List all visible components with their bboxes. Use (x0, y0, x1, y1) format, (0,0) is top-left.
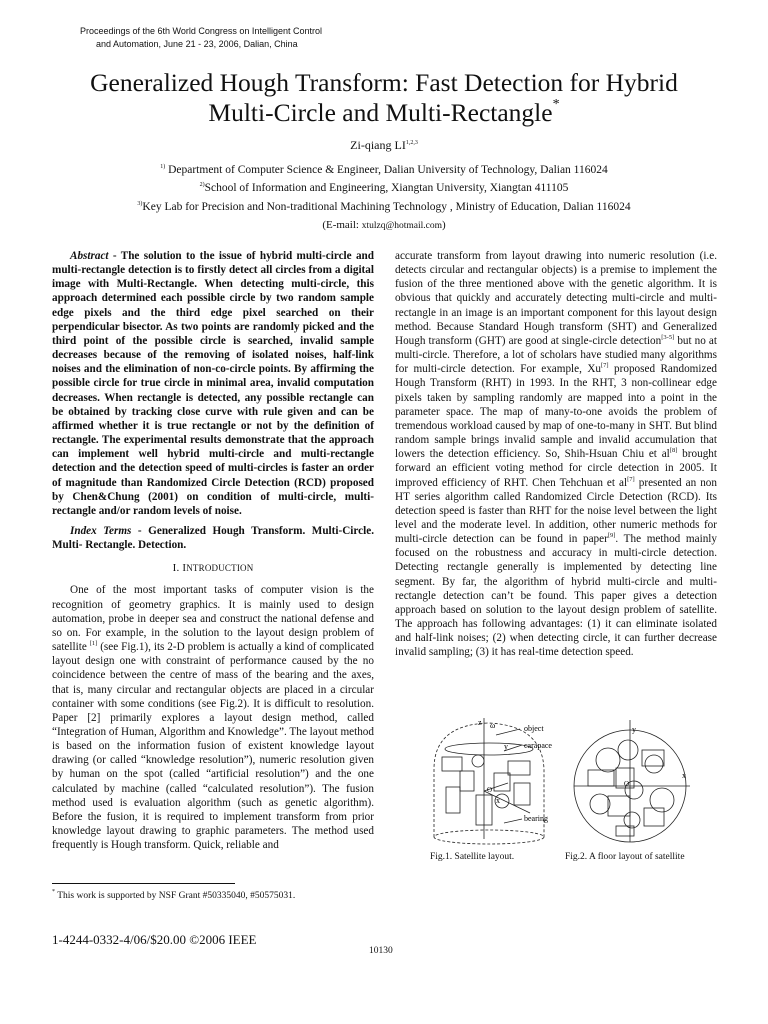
affiliation-1-mark: 1) (160, 164, 166, 170)
figure-1-caption: Fig.1. Satellite layout. (430, 852, 515, 862)
isbn-copyright: 1-4244-0332-4/06/$20.00 ©2006 IEEE (52, 932, 257, 947)
footnote-divider (52, 883, 235, 884)
fig1-label-z: z (478, 718, 482, 727)
right-column (395, 249, 717, 660)
ref-8: [8] (669, 447, 678, 455)
footnote (52, 889, 295, 901)
right-text-3: proposed Randomized Hough Transform (RHT) in 1993. In the RHT, 3 non-collinear edge pixels taken by sampling randomly are mapped into a point in the parameter space. The map of many-to-one avoids the problem of tremendous workload caused by map of one-to-many in SHT. But blind random sample brings invalid sample and invalid accumulation that lowers the detection efficiency. So, Shih-Hsuan Chiu et al (395, 363, 717, 461)
abstract-text: - The solution to the issue of hybrid multi-circle and multi-rectangle detection is to firstly detect all circles from a digital image with Multi-Rectangle. When detecting multi-circle, this approach determined each possible circle by two random sample edge pixels and the third edge pixel searched on their perpendicular bisector. As two points are randomly picked and the third point of the possible circle is searched, invalid sample decreases because of the removing of isolated noises, half-link noises and the elimination of non-co-circle points. By affirming the possible circle for true circle in minimal area, invalid computation decreases. When rectangle is detected, any possible rectangle can be obtained by tracking close curve with rule given and can be affirmed whether it is true rectangle or not by the definition of rectangle. The experimental results demonstrate that the approach can implement well hybrid multi-circle and multi-rectangle detection and the detection speed of multi-circles is faster an order of magnitude than Randomized Circle Detection (RCD) proposed by Chen&Chung (2001) on condition of multi-circle, multi-rectangle and/or random levels of noise. (52, 250, 374, 517)
affiliation-1 (0, 164, 768, 176)
figure-2-caption: Fig.2. A floor layout of satellite (565, 852, 685, 862)
ref-3-5: [3-5] (661, 333, 675, 341)
ref-7a: [7] (601, 362, 609, 370)
affiliation-2-text: School of Information and Engineering, Xiangtan University, Xiangtan 411105 (204, 182, 569, 194)
abstract-label: Abstract (70, 250, 109, 262)
ref-7b: [7] (627, 475, 635, 483)
figure-1-satellite-layout (420, 717, 560, 845)
right-text-2: but no at multi-circle. Therefore, a lot of scholars have studied many algorithms for multi-circle detection. For example, Xu (395, 334, 717, 376)
fig1-label-x: x (496, 796, 500, 805)
right-text-6: . The method mainly focused on the robustness and accuracy in multi-circle detection. Detecting rectangle generally is implemented by detecting line segment. By far, the algorithm of hybrid multi-circle and multi-rectangle detection can’t be found. This paper gives a detection approach based on solution to the layout design problem of satellite. The approach has following advantages: (1) it can eliminate isolated and half-link noises; (2) when detecting circle, it can further decrease invalid sampling; (3) it has real-time detection speed. (395, 533, 717, 659)
affiliation-3-mark: 3) (137, 201, 143, 207)
fig1-label-o: O (487, 786, 493, 794)
left-column (52, 249, 374, 852)
fig2-label-x: x (682, 771, 686, 780)
title-line-1: Generalized Hough Transform: Fast Detection for Hybrid (90, 68, 678, 97)
conference-header (80, 25, 322, 50)
author-name: Zi-qiang LI (350, 138, 406, 152)
fig1-label-bearing: bearing (524, 814, 548, 823)
section-title-rest: NTRODUCTION (186, 563, 254, 574)
fig1-label-y: y (504, 742, 508, 751)
intro-text-2: (see Fig.1), its 2-D problem is actually a kind of complicated layout design one with constraint of performance caused by the no coincidence between the centre of mass of the bearing and the axes, that is, many circular and rectangular objects are placed in a circular container with some conditions (see Fig.2). It is difficult to resolution. Paper [2] primarily explores a layout design method, called “Integration of Human, Algorithm and Knowledge”. The layout method is based on the information fusion of existent knowledge layout drawing (or called “knowledge resolution”), numeric resolution given by human on the spot (called “artificial resolution”) and the one calculated by machine (called “calculated resolution”). The fusion method used is evaluation algorithm (such as genetic algorithm). Before the fusion, it is required to implement transform from prior knowledge layout drawing to graphic parameters. The method used frequently is Hough transform. Quick, reliable and (52, 641, 374, 852)
index-terms-text: - Generalized Hough Transform. Multi-Circle. Multi- Rectangle. Detection. (52, 524, 374, 552)
fig1-label-object: object (524, 724, 544, 733)
affiliation-3 (0, 201, 768, 213)
affiliation-1-text: Department of Computer Science & Engineer, Dalian University of Technology, Dalian 116024 (168, 164, 608, 176)
title-line-2-text: Multi-Circle and Multi-Rectangle (208, 98, 553, 127)
page-number: 10130 (369, 946, 393, 956)
email-line (0, 219, 768, 231)
intro-text-1: One of the most important tasks of computer vision is the recognition of geometry graphics. It is mainly used to design automation, probe in deeper sea and construct the national defense and so on. For example, in the solution to the layout design problem of satellite (52, 584, 374, 654)
fig2-label-y: y (632, 725, 636, 734)
affiliation-2-mark: 2) (199, 182, 205, 188)
footnote-mark: * (52, 889, 55, 895)
author (0, 138, 768, 153)
intro-paragraph (52, 583, 374, 852)
right-text-1: accurate transform from layout drawing into numeric resolution (i.e. detects circular and rectangular objects) is a premise to implement the fusion of the three mentioned above with the genetic algorithm. It is obvious that quickly and accurately detecting multi-circle and multi-rectangle in an image is an important component for this layout design method. Because Standard Hough transform (SHT) and Generalized Hough transform (GHT) are good at single-circle detection (395, 250, 717, 347)
ref-9: [9] (607, 532, 616, 540)
conference-line-1: Proceedings of the 6th World Congress on Intelligent Control (80, 26, 322, 36)
author-affil-mark: 1,2,3 (405, 140, 418, 146)
affiliation-3-text: Key Lab for Precision and Non-traditional Machining Technology , Ministry of Education, Dalian 116024 (142, 201, 631, 213)
title-footnote-mark: * (552, 97, 560, 112)
index-terms-label: Index Terms (70, 524, 132, 537)
affiliation-2 (0, 182, 768, 194)
ref-1: [1] (89, 640, 98, 648)
email-address[interactable]: xtulzq@hotmail.com (361, 221, 442, 231)
email-suffix: ) (441, 219, 446, 231)
fig1-label-omega: ω (490, 721, 496, 730)
paper-title (0, 68, 768, 128)
fig2-label-o: O (624, 780, 630, 788)
figure-2-floor-layout (572, 720, 692, 844)
right-text-4: brought forward an efficient voting method for circle detection in 2005. It improved efficiency of RHT. Chen Tehchuan et al (395, 448, 717, 489)
conference-line-2: and Automation, June 21 - 23, 2006, Dalian, China (96, 38, 298, 49)
title-line-2 (0, 98, 768, 128)
email-prefix: (E-mail: (322, 219, 362, 231)
section-first-letter: I (182, 562, 187, 575)
section-heading-introduction (52, 561, 374, 575)
right-paragraph (395, 249, 717, 660)
index-terms (52, 524, 374, 552)
right-text-5: presented an non HT series algorithm called Randomized Circle Detection (RCD). Its detection speed is faster than RHT for the noise level between the light level and the moderate level. In addition, other numeric methods for multi-circle detection can be found in paper (395, 476, 717, 546)
fig1-label-carapace: carapace (524, 741, 552, 750)
footnote-text: This work is supported by NSF Grant #50335040, #50575031. (55, 891, 296, 901)
abstract (52, 249, 374, 518)
section-number: I. (172, 562, 183, 575)
